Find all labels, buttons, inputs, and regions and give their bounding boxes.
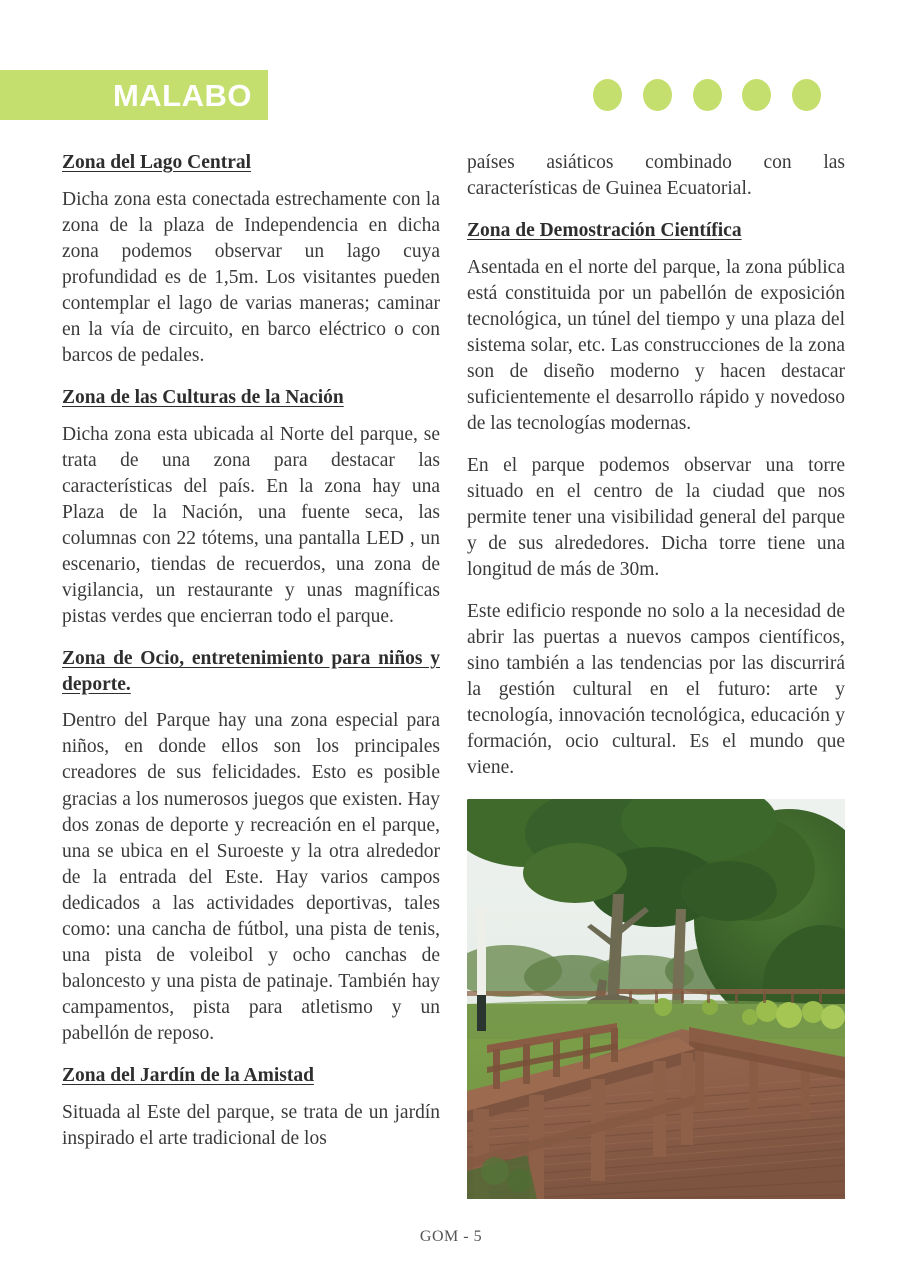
header-banner bbox=[0, 70, 268, 120]
section-heading-culturas-nacion: Zona de las Culturas de la Nación bbox=[62, 386, 344, 408]
section-paragraph: Este edificio responde no solo a la necesidad de abrir las puertas a nuevos campos científicos, sino también a las tendencias por las discurrirá la gestión cultural en el futuro: arte y tecnología, innovación tecnológica, educación y formación, ocio cultural. Es el mundo que viene. bbox=[467, 601, 845, 779]
section-heading-lago-central: Zona del Lago Central bbox=[62, 152, 252, 173]
section-heading-demostracion-cientifica: Zona de Demostración Científica bbox=[467, 220, 742, 242]
section-paragraph: En el parque podemos observar una torre situado en el centro de la ciudad que nos permite tener una visibilidad general del parque y de sus alrededores. Dicha torre tiene una longitud de más de 30m. bbox=[467, 455, 845, 581]
decorative-dot-icon bbox=[742, 79, 771, 111]
page-title: MALABO bbox=[112, 77, 252, 113]
section-heading-ocio-entretenimiento: Zona de Ocio, entretenimiento para niños y deporte. bbox=[62, 647, 440, 695]
page-number-label: GOM - 5 bbox=[419, 1228, 483, 1245]
header-dot-decoration bbox=[593, 78, 821, 111]
park-photo-illustration bbox=[467, 799, 845, 1199]
section-paragraph: Situada al Este del parque, se trata de un jardín inspirado el arte tradicional de los bbox=[62, 1101, 440, 1149]
page-footer bbox=[0, 1228, 902, 1246]
continued-paragraph: países asiáticos combinado con las características de Guinea Ecuatorial. bbox=[467, 152, 845, 200]
section-paragraph: Dicha zona esta conectada estrechamente con la zona de la plaza de Independencia en dicha zona podemos observar un lago cuya profundidad es de 1,5m. Los visitantes pueden contemplar el lago de varias maneras; caminar en la vía de circuito, en barco eléctrico o con barcos de pedales. bbox=[62, 188, 440, 366]
section-paragraph: Asentada en el norte del parque, la zona pública está constituida por un pabellón de exposición tecnológica, un túnel del tiempo y una plaza del sistema solar, etc. Las construcciones de la zona son de diseño moderno y hacen destacar suficientemente el desarrollo rápido y novedoso de las tecnologías modernas. bbox=[467, 256, 845, 434]
decorative-dot-icon bbox=[792, 79, 821, 111]
decorative-dot-icon bbox=[693, 79, 722, 111]
right-column bbox=[467, 150, 845, 1199]
article-columns bbox=[62, 150, 845, 1199]
section-heading-jardin-amistad: Zona del Jardín de la Amistad bbox=[62, 1064, 314, 1086]
decorative-dot-icon bbox=[643, 79, 672, 111]
decorative-dot-icon bbox=[593, 79, 622, 111]
left-column bbox=[62, 150, 440, 1152]
park-wooden-deck-photo bbox=[467, 799, 845, 1199]
section-paragraph: Dentro del Parque hay una zona especial para niños, en donde ellos son los principales creadores de sus felicidades. Esto es posible gracias a los numerosos juegos que existen. Hay dos zonas de deporte y recreación en el parque, una se ubica en el Suroeste y la otra alrededor de la entrada del Este. Hay varios campos dedicados a las actividades deportivas, tales como: una cancha de fútbol, una pista de tenis, una pista de voleibol y ocho canchas de baloncesto y una pista de patinaje. También hay campamentos, pista para atletismo y un pabellón de reposo. bbox=[62, 710, 440, 1044]
section-paragraph: Dicha zona esta ubicada al Norte del parque, se trata de una zona para destacar las características del país. En la zona hay una Plaza de la Nación, una fuente seca, las columnas con 22 tótems, una pantalla LED , un escenario, tiendas de recuerdos, una zona de vigilancia, un restaurante y unas magníficas pistas verdes que encierran todo el parque. bbox=[62, 423, 440, 627]
